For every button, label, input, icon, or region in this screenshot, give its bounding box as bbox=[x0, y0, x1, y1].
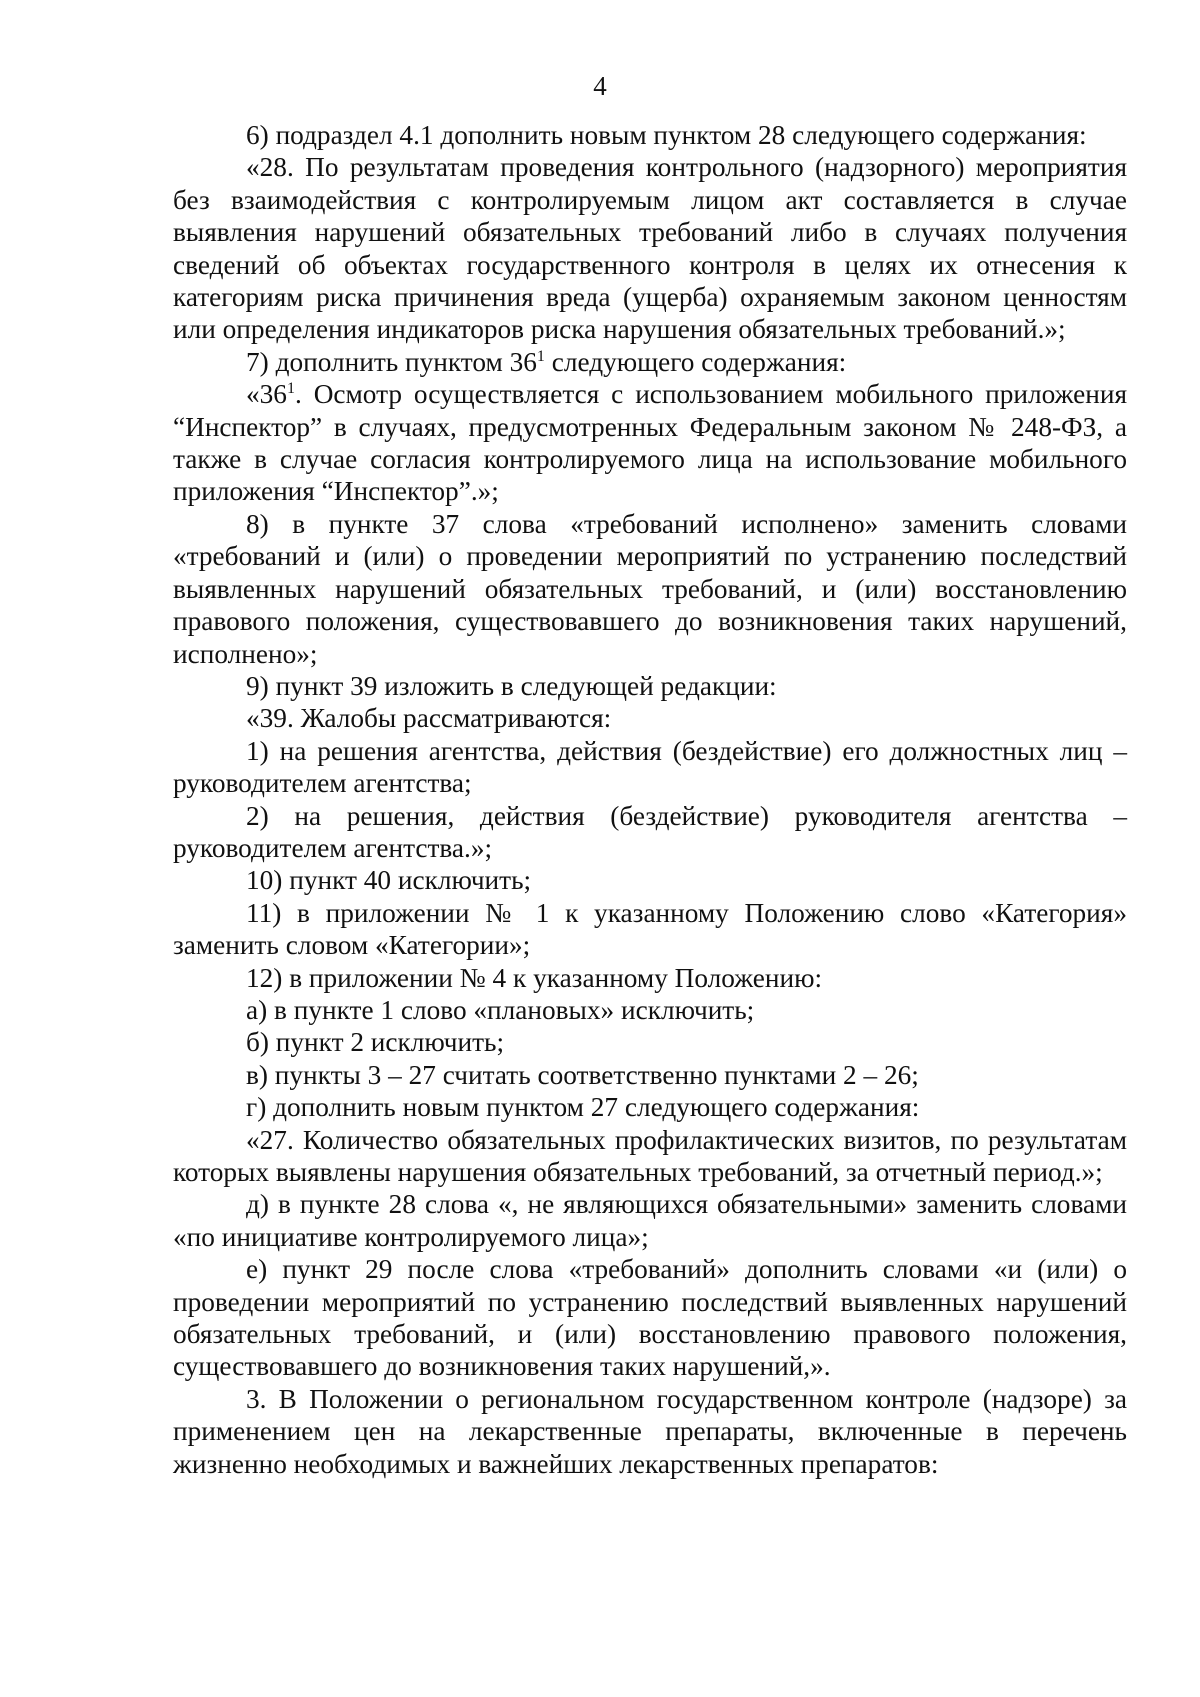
paragraph-sub-a: а) в пункте 1 слово «плановых» исключить; bbox=[246, 994, 755, 1025]
paragraph-item-12: 12) в приложении № 4 к указанному Положению: bbox=[246, 962, 823, 993]
paragraph-sub-e: е) пункт 29 после слова «требований» дополнить словами «и (или) о проведении мероприятий по устранению последствий выявленных нарушений обязательных требований, и (или) восстановлению правового положения, существовавшего до возникновения таких нарушений,». bbox=[173, 1254, 1127, 1382]
paragraph-point-39: «39. Жалобы рассматриваются: bbox=[246, 703, 612, 734]
text-run: следующего содержания: bbox=[544, 346, 847, 377]
paragraph-sub-d: д) в пункте 28 слова «, не являющихся обязательными» заменить словами «по инициативе контролируемого лица»; bbox=[173, 1189, 1127, 1252]
paragraph-section-3: 3. В Положении о региональном государственном контроле (надзоре) за применением цен на лекарственные препараты, включенные в перечень жизненно необходимых и важнейших лекарственных препаратов: bbox=[173, 1383, 1127, 1479]
document-body bbox=[173, 119, 1127, 1480]
paragraph-point-28: «28. По результатам проведения контрольного (надзорного) мероприятия без взаимодействия с контролируемым лицом акт составляется в случае выявления нарушений обязательных требований либо в случаях получения сведений об объектах государственного контроля в целях их отнесения к категориям риска причинения вреда (ущерба) охраняемым законом ценностям или определения индикаторов риска нарушения обязательных требований.»; bbox=[173, 152, 1127, 345]
superscript: 1 bbox=[286, 380, 295, 398]
paragraph-point-36-1 bbox=[173, 378, 1127, 508]
paragraph-sub-g: г) дополнить новым пунктом 27 следующего содержания: bbox=[246, 1092, 920, 1123]
paragraph-item-10: 10) пункт 40 исключить; bbox=[246, 865, 532, 896]
paragraph-item-6: 6) подраздел 4.1 дополнить новым пунктом 28 следующего содержания: bbox=[246, 120, 1087, 150]
superscript: 1 bbox=[536, 347, 545, 365]
paragraph-point-27: «27. Количество обязательных профилактических визитов, по результатам которых выявлены нарушения обязательных требований, за отчетный период.»; bbox=[173, 1124, 1127, 1187]
paragraph-sub-b: б) пункт 2 исключить; bbox=[246, 1027, 505, 1058]
paragraph-item-7 bbox=[173, 346, 1127, 378]
paragraph-item-11: 11) в приложении № 1 к указанному Положению слово «Категория» заменить словом «Категории»; bbox=[173, 897, 1127, 961]
text-run: «36 bbox=[246, 379, 287, 410]
text-run: . Осмотр осуществляется с использованием мобильного приложения “Инспектор” в случаях, предусмотренных Федеральным законом № 248-ФЗ, а также в случае согласия контролируемого лица на использование мобильного приложения “Инспектор”.»; bbox=[173, 379, 1127, 507]
page-number: 4 bbox=[593, 71, 607, 101]
paragraph-item-8: 8) в пункте 37 слова «требований исполнено» заменить словами «требований и (или) о проведении мероприятий по устранению последствий выявленных нарушений обязательных требований, и (или) восстановлению правового положения, существовавшего до возникновения таких нарушений, исполнено»; bbox=[173, 508, 1127, 669]
paragraph-item-9: 9) пункт 39 изложить в следующей редакции: bbox=[246, 670, 777, 701]
paragraph-sub-1: 1) на решения агентства, действия (бездействие) его должностных лиц – руководителем агентства; bbox=[173, 735, 1127, 799]
paragraph-sub-v: в) пункты 3 – 27 считать соответственно пунктами 2 – 26; bbox=[246, 1059, 919, 1090]
paragraph-sub-2: 2) на решения, действия (бездействие) руководителя агентства – руководителем агентства.»; bbox=[173, 800, 1127, 863]
text-run: 7) дополнить пунктом 36 bbox=[246, 346, 537, 377]
